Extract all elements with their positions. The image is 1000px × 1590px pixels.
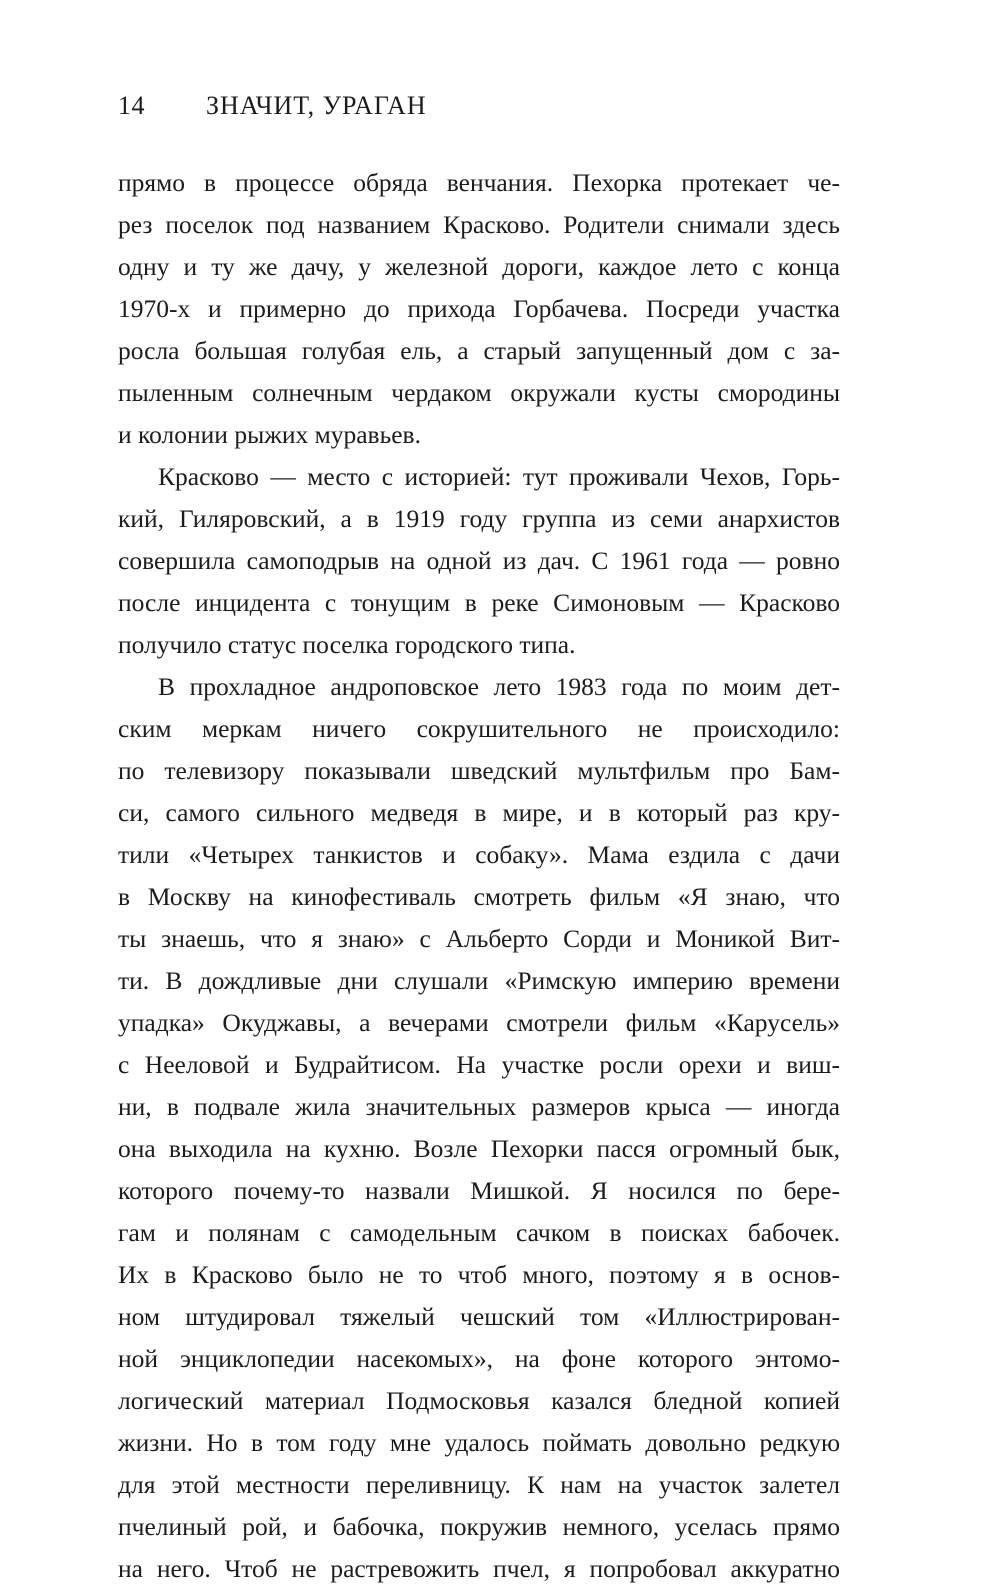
text-line: пчелиный рой, и бабочка, покружив немного, уселась прямо <box>118 1512 840 1541</box>
text-line: тили «Четырех танкистов и собаку». Мама ездила с дачи <box>118 840 840 869</box>
text-line: Их в Красково было не то чтоб много, поэтому я в основ- <box>118 1260 840 1289</box>
text-line: с Нееловой и Будрайтисом. На участке росли орехи и виш- <box>118 1050 840 1079</box>
text-line: которого почему-то назвали Мишкой. Я носился по бере- <box>118 1176 840 1205</box>
text-line: одну и ту же дачу, у железной дороги, каждое лето с конца <box>118 252 840 281</box>
text-line: В прохладное андроповское лето 1983 года по моим дет- <box>158 672 840 701</box>
text-line: гам и полянам с самодельным сачком в поисках бабочек. <box>118 1218 840 1247</box>
text-line: совершила самоподрыв на одной из дач. С 1961 года — ровно <box>118 546 840 575</box>
text-line: после инцидента с тонущим в реке Симоновым — Красково <box>118 588 840 617</box>
paragraph <box>118 162 840 456</box>
text-line: упадка» Окуджавы, а вечерами смотрели фильм «Карусель» <box>118 1008 840 1037</box>
body-text <box>118 162 840 1590</box>
paragraph <box>118 666 840 1590</box>
text-line: ским меркам ничего сокрушительного не происходило: <box>118 714 840 743</box>
text-line: кий, Гиляровский, а в 1919 году группа из семи анархистов <box>118 504 840 533</box>
book-title: ЗНАЧИТ, УРАГАН <box>206 91 427 120</box>
text-line: на него. Чтоб не растревожить пчел, я попробовал аккуратно <box>118 1554 840 1583</box>
text-line: жизни. Но в том году мне удалось поймать довольно редкую <box>118 1428 840 1457</box>
text-line: ти. В дождливые дни слушали «Римскую империю времени <box>118 966 840 995</box>
text-line: логический материал Подмосковья казался бледной копией <box>118 1386 840 1415</box>
text-line: рез поселок под названием Красково. Родители снимали здесь <box>118 210 840 239</box>
text-line: и колонии рыжих муравьев. <box>118 420 421 449</box>
text-line: росла большая голубая ель, а старый запущенный дом с за- <box>118 336 840 365</box>
text-line: по телевизору показывали шведский мультфильм про Бам- <box>118 756 840 785</box>
running-head <box>118 86 838 126</box>
text-line: ни, в подвале жила значительных размеров крыса — иногда <box>118 1092 840 1121</box>
text-line: для этой местности переливницу. К нам на участок залетел <box>118 1470 840 1499</box>
text-line: она выходила на кухню. Возле Пехорки пасся огромный бык, <box>118 1134 840 1163</box>
text-line: ном штудировал тяжелый чешский том «Иллюстрирован- <box>118 1302 840 1331</box>
text-line: ной энциклопедии насекомых», на фоне которого энтомо- <box>118 1344 840 1373</box>
text-line: ты знаешь, что я знаю» с Альберто Сорди и Моникой Вит- <box>118 924 840 953</box>
text-line: прямо в процессе обряда венчания. Пехорка протекает че- <box>118 168 840 197</box>
text-line: Красково — место с историей: тут проживали Чехов, Горь- <box>158 462 840 491</box>
paragraph <box>118 456 840 666</box>
text-line: 1970-х и примерно до прихода Горбачева. Посреди участка <box>118 294 840 323</box>
text-line: получило статус поселка городского типа. <box>118 630 576 659</box>
text-line: пыленным солнечным чердаком окружали кусты смородины <box>118 378 840 407</box>
text-line: си, самого сильного медведя в мире, и в который раз кру- <box>118 798 840 827</box>
text-line: в Москву на кинофестиваль смотреть фильм «Я знаю, что <box>118 882 840 911</box>
page-number: 14 <box>118 91 145 120</box>
